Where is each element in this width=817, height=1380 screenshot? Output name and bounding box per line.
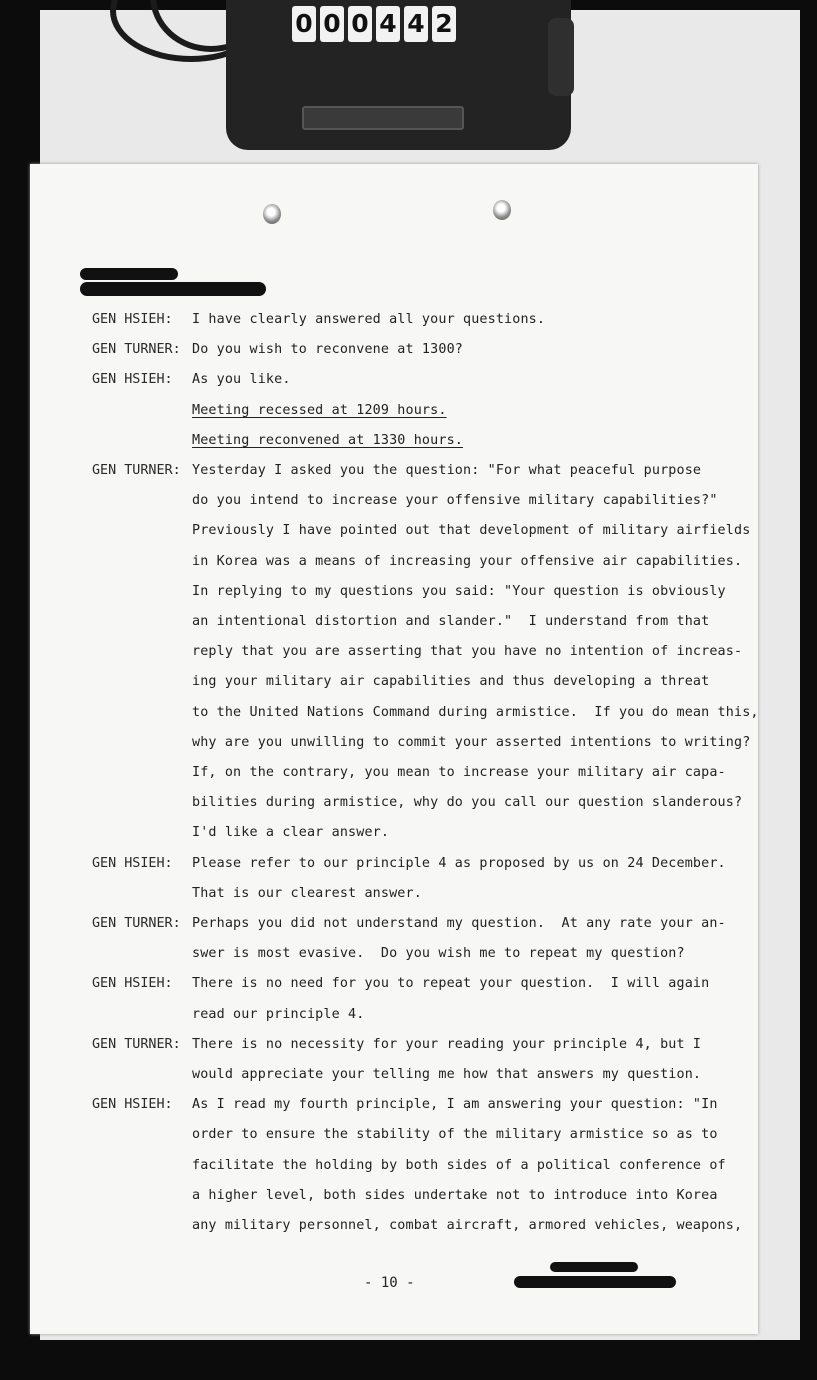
meeting-note: Meeting reconvened at 1330 hours. <box>192 432 463 448</box>
counter-nameplate <box>302 106 464 130</box>
counter-digit: 0 <box>320 6 344 42</box>
speaker-label: GEN TURNER: <box>92 1036 181 1052</box>
document-page <box>30 164 758 1334</box>
transcript-line: Do you wish to reconvene at 1300? <box>192 342 463 358</box>
speaker-label: GEN HSIEH: <box>92 976 173 992</box>
transcript-line: reply that you are asserting that you have no intention of increas- <box>192 644 743 660</box>
transcript-line: Previously I have pointed out that development of military airfields <box>192 523 751 539</box>
counter-digit: 4 <box>376 6 400 42</box>
transcript-line: bilities during armistice, why do you call our question slanderous? <box>192 795 743 811</box>
transcript-line: ing your military air capabilities and thus developing a threat <box>192 674 710 690</box>
transcript-line: If, on the contrary, you mean to increase your military air capa- <box>192 765 726 780</box>
speaker-label: GEN HSIEH: <box>92 372 173 388</box>
transcript-line: why are you unwilling to commit your asserted intentions to writing? <box>192 734 751 750</box>
page-number: - 10 - <box>364 1275 415 1291</box>
transcript-line: I'd like a clear answer. <box>192 825 390 841</box>
transcript-line: There is no necessity for your reading your principle 4, but I <box>192 1036 702 1052</box>
transcript-line: read our principle 4. <box>192 1006 365 1022</box>
meeting-note: Meeting recessed at 1209 hours. <box>192 402 447 418</box>
redaction-bar <box>80 282 266 296</box>
speaker-label: GEN HSIEH: <box>92 1097 173 1113</box>
counter-digit: 0 <box>348 6 372 42</box>
counter-digits <box>292 6 456 42</box>
speaker-label: GEN TURNER: <box>92 916 181 931</box>
transcript-line: I have clearly answered all your questions. <box>192 312 546 327</box>
counter-knob <box>548 18 574 96</box>
transcript-line: facilitate the holding by both sides of a political conference of <box>192 1157 726 1173</box>
transcript-line: Perhaps you did not understand my question. At any rate your an- <box>192 916 726 931</box>
transcript-line: order to ensure the stability of the military armistice so as to <box>192 1127 718 1143</box>
speaker-label: GEN HSIEH: <box>92 312 173 327</box>
speaker-label: GEN HSIEH: <box>92 855 173 871</box>
transcript-line: would appreciate your telling me how that answers my question. <box>192 1067 702 1082</box>
speaker-label: GEN TURNER: <box>92 342 181 358</box>
transcript-line: That is our clearest answer. <box>192 885 422 901</box>
counter-digit: 2 <box>432 6 456 42</box>
transcript-line: In replying to my questions you said: "Your question is obviously <box>192 583 726 599</box>
transcript-line: to the United Nations Command during armistice. If you do mean this, <box>192 704 759 720</box>
transcript-line: in Korea was a means of increasing your offensive air capabilities. <box>192 553 743 569</box>
transcript-line: an intentional distortion and slander." I understand from that <box>192 614 710 629</box>
redaction-bar <box>550 1262 638 1272</box>
transcript-line: As I read my fourth principle, I am answering your question: "In <box>192 1097 718 1113</box>
transcript-line: a higher level, both sides undertake not to introduce into Korea <box>192 1187 718 1203</box>
redaction-bar <box>514 1276 676 1288</box>
transcript-line: Yesterday I asked you the question: "For what peaceful purpose <box>192 463 702 478</box>
transcript-line: There is no need for you to repeat your question. I will again <box>192 976 710 992</box>
transcript-line: do you intend to increase your offensive military capabilities?" <box>192 493 718 509</box>
transcript-line: swer is most evasive. Do you wish me to repeat my question? <box>192 946 685 962</box>
transcript-line: As you like. <box>192 372 291 388</box>
punch-hole <box>493 200 511 220</box>
punch-hole <box>263 204 281 224</box>
transcript-line: Please refer to our principle 4 as proposed by us on 24 December. <box>192 855 726 871</box>
counter-digit: 0 <box>292 6 316 42</box>
counter-digit: 4 <box>404 6 428 42</box>
speaker-label: GEN TURNER: <box>92 463 181 478</box>
transcript-line: any military personnel, combat aircraft, armored vehicles, weapons, <box>192 1218 743 1233</box>
redaction-bar <box>80 268 178 280</box>
